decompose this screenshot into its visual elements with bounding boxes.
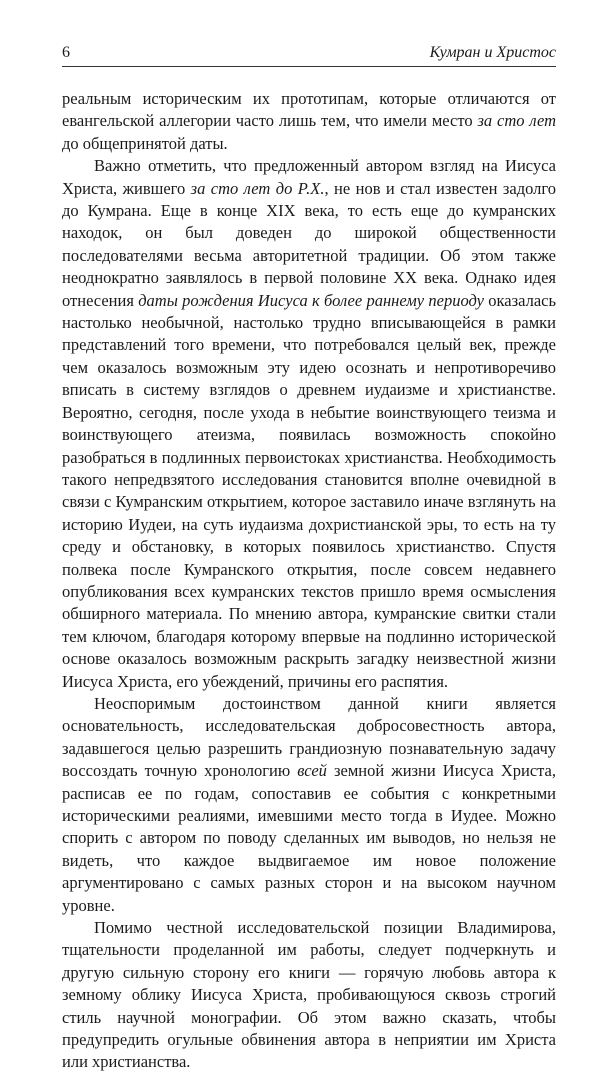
italic-run: за сто лет до Р.Х.: [190, 178, 325, 198]
paragraph: [62, 693, 556, 917]
paragraph: [62, 155, 556, 693]
text-run: реальным историческим их прототипам, которые отличаются от евангельской аллегории часто лишь тем, что имели место: [62, 89, 556, 131]
text-run: Помимо честной исследовательской позиции Владимирова, тщательности проделанной им работы, следует подчеркнуть и другую сильную сторону его книги — горячую любовь автора к земному облику Иисуса Христа, пробивающуюся сквозь строгий стиль научной монографии. Об этом важно сказать, чтобы предупредить огульные обвинения автора в неприятии им Христа или христианства.: [62, 918, 556, 1072]
body-text: [62, 88, 556, 1074]
text-run: Важно отметить, что предложенный автором взгляд на Иисуса Христа, жившего: [62, 156, 556, 198]
paragraph: [62, 88, 556, 155]
italic-run: даты рождения Иисуса к более раннему периоду: [138, 290, 484, 310]
text-run: до общепринятой даты.: [62, 133, 228, 153]
italic-run: всей: [297, 761, 327, 781]
text-run: , не нов и стал известен задолго до Кумрана. Еще в конце XIX века, то есть еще до кумранских находок, он был доведен до широкой общественности последователями весьма авторитетной традиции. Об этом также неоднократно заявлялось в первой половине XX века. Однако идея отнесения: [62, 178, 556, 310]
running-title: Кумран и Христос: [429, 44, 556, 61]
italic-run: за сто лет: [477, 111, 556, 131]
page-header: [62, 42, 556, 67]
text-run: оказалась настолько необычной, настолько трудно вписывающейся в рамки представлений того времени, что потребовался целый век, прежде чем оказалось возможным эту идею осознать и непротиворечиво вписать в систему взглядов о древнем иудаизме и христианстве. Вероятно, сегодня, после ухода в небытие воинствующего теизма и воинствующего атеизма, появилась возможность спокойно разобраться в подлинных первоистоках христианства. Необходимость такого непредвзятого исследования становится вполне очевидной в связи с Кумранским открытием, которое заставило иначе взглянуть на историю Иудеи, на суть иудаизма дохристианской эры, то есть на ту среду и обстановку, в которых появилось христианство. Спустя полвека после Кумранского открытия, после совсем недавнего опубликования всех кумранских текстов пришло время осмысления обширного материала. По мнению автора, кумранские свитки стали тем ключом, благодаря которому впервые на подлинно исторической основе оказалось возможным раскрыть загадку неизвестной жизни Иисуса Христа, его убеждений, причины его распятия.: [62, 290, 557, 691]
text-run: земной жизни Иисуса Христа, расписав ее по годам, сопоставив ее события с конкретными историческими реалиями, имевшими место тогда в Иудее. Можно спорить с автором по поводу сделанных им выводов, но нельзя не видеть, что каждое выдвигаемое им новое положение аргументировано с самых разных сторон и на высоком научном уровне.: [62, 761, 557, 915]
page-number: 6: [62, 44, 70, 61]
paragraph: [62, 917, 556, 1074]
text-run: Неоспоримым достоинством данной книги является основательность, исследовательская добросовестность автора, задавшегося целью разрешить грандиозную познавательную задачу воссоздать точную хронологию: [62, 693, 556, 781]
